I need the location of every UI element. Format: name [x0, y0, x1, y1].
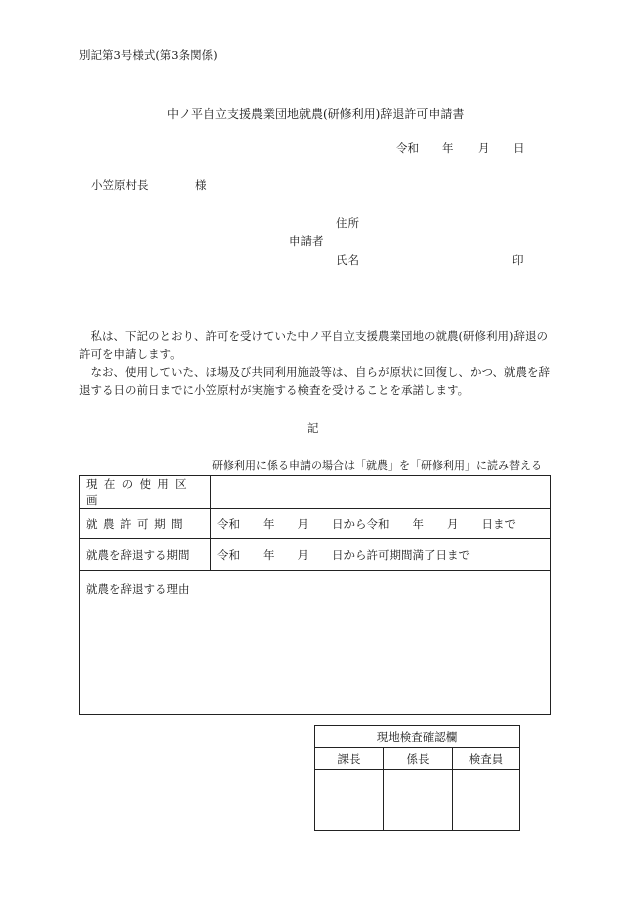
- name-label: 氏名: [336, 253, 359, 267]
- permit-period-field[interactable]: 令和 年 月 日から令和 年 月 日まで: [211, 509, 551, 539]
- body-text: [79, 327, 551, 399]
- table-row: [80, 571, 551, 715]
- application-table: [79, 475, 551, 715]
- substitution-note: 研修利用に係る申請の場合は「就農」を「研修利用」に読み替える: [212, 459, 542, 472]
- date-year: 年: [442, 141, 454, 155]
- current-plot-label: 現在の使用区画: [80, 476, 211, 509]
- table-row: [315, 748, 520, 770]
- table-row: [315, 770, 520, 831]
- addressee-name: 小笠原村長: [91, 178, 149, 192]
- inspection-title: 現地検査確認欄: [315, 726, 520, 748]
- inspection-stamp-inspector[interactable]: [453, 770, 520, 831]
- document-title: 中ノ平自立支援農業団地就農(研修利用)辞退許可申請書: [167, 107, 465, 121]
- date-era: 令和: [396, 141, 419, 155]
- date-day: 日: [513, 141, 525, 155]
- inspection-stamp-subsection-chief[interactable]: [384, 770, 453, 831]
- withdraw-reason-field[interactable]: [80, 571, 551, 715]
- table-row: [80, 539, 551, 571]
- address-label: 住所: [336, 216, 359, 230]
- body-paragraph-2: なお、使用していた、ほ場及び共同利用施設等は、自らが原状に回復し、かつ、就農を辞退する日の前日までに小笠原村が実施する検査を受けることを承諾します。: [79, 365, 551, 397]
- form-number: 別記第3号様式(第3条関係): [79, 48, 218, 62]
- table-row: [80, 509, 551, 539]
- permit-period-label: 就農許可期間: [80, 509, 211, 539]
- addressee-honorific: 様: [195, 178, 207, 192]
- current-plot-field[interactable]: [211, 476, 551, 509]
- inspection-table: [314, 725, 520, 831]
- applicant-label: 申請者: [289, 234, 324, 248]
- date-month: 月: [478, 141, 490, 155]
- table-row: [80, 476, 551, 509]
- withdraw-reason-label: 就農を辞退する理由: [86, 582, 190, 596]
- inspection-col-section-chief: 課長: [315, 748, 384, 770]
- seal-mark: 印: [512, 253, 524, 267]
- body-paragraph-1: 私は、下記のとおり、許可を受けていた中ノ平自立支援農業団地の就農(研修利用)辞退の許可を申請します。: [79, 329, 548, 361]
- inspection-col-inspector: 検査員: [453, 748, 520, 770]
- withdraw-period-label: 就農を辞退する期間: [80, 539, 211, 571]
- withdraw-period-field[interactable]: 令和 年 月 日から許可期間満了日まで: [211, 539, 551, 571]
- ki-heading: 記: [307, 421, 319, 435]
- inspection-stamp-section-chief[interactable]: [315, 770, 384, 831]
- inspection-col-subsection-chief: 係長: [384, 748, 453, 770]
- table-row: [315, 726, 520, 748]
